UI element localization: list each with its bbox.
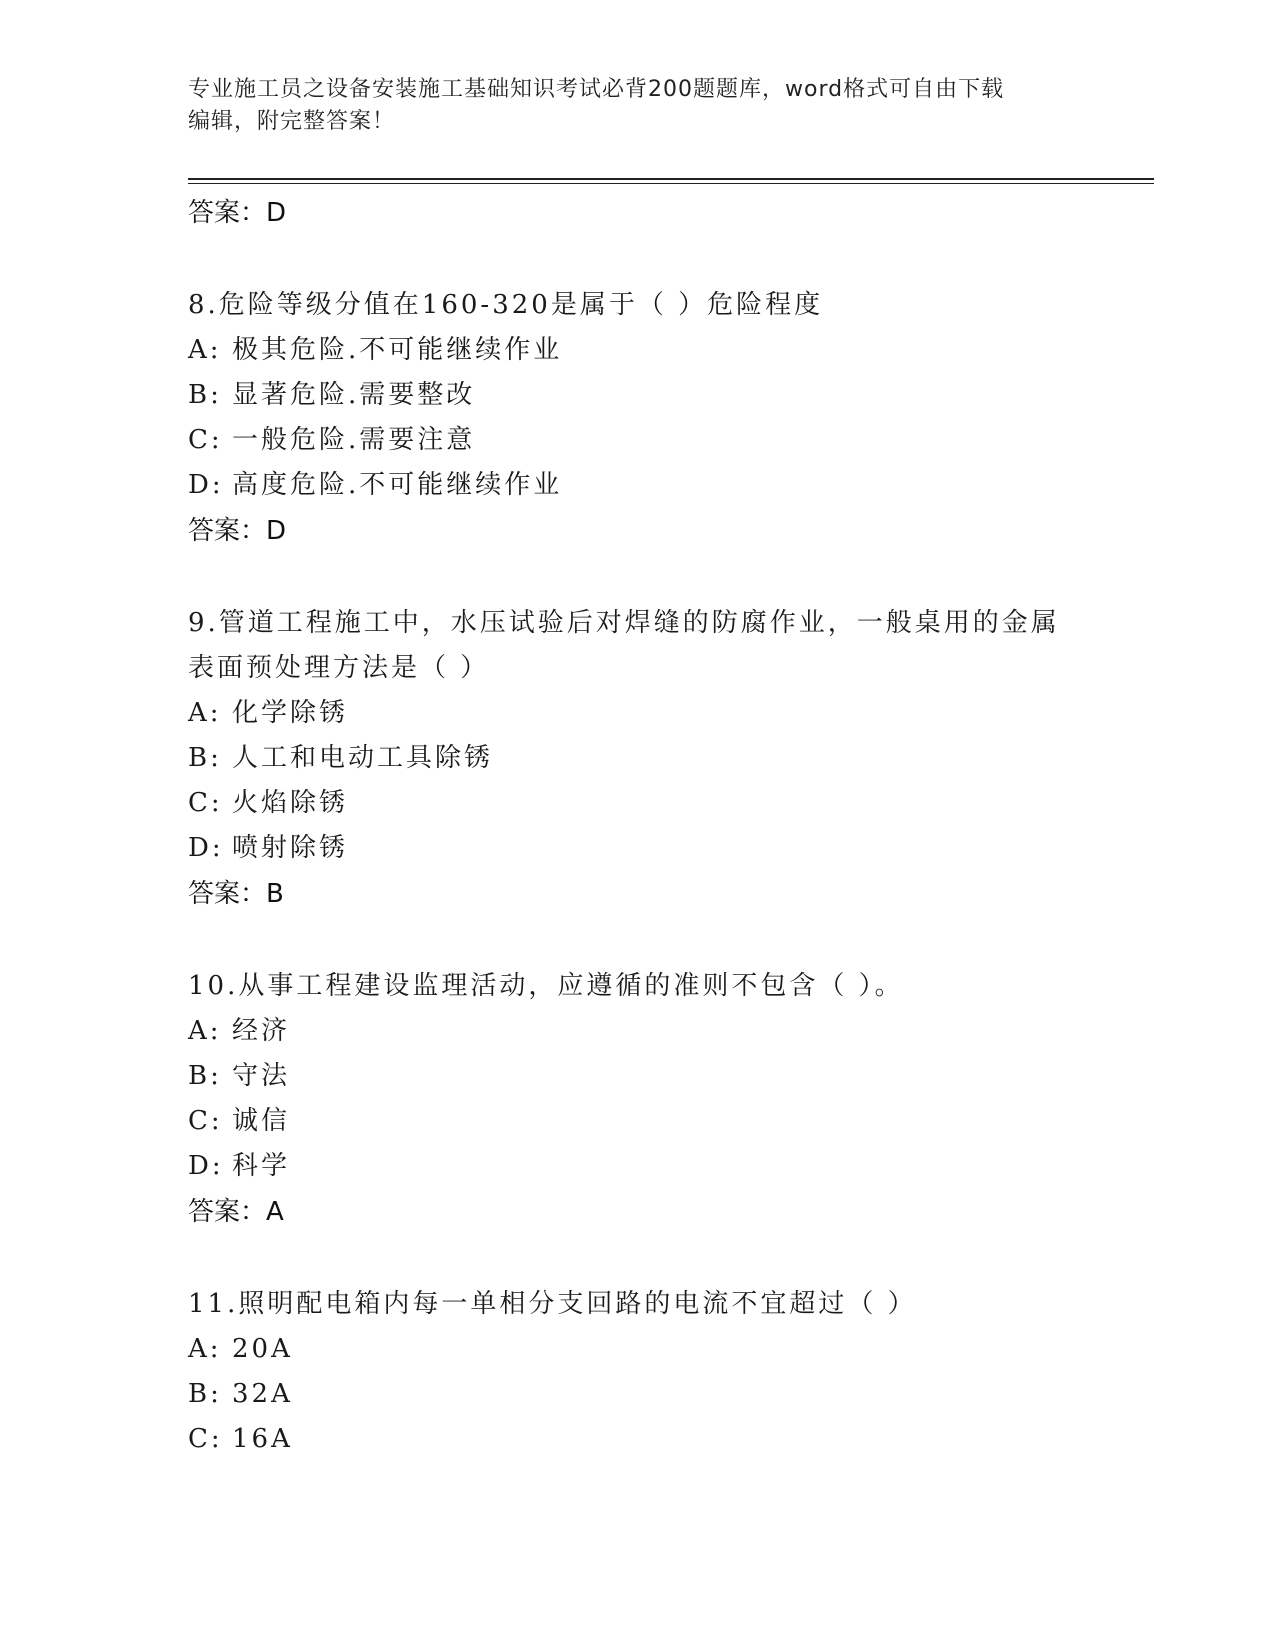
spacer	[188, 236, 1148, 283]
option-text: 喷射除锈	[232, 833, 349, 863]
option-d	[188, 463, 1148, 508]
question-block	[188, 964, 1148, 1235]
option-b	[188, 1054, 1148, 1099]
option-c	[188, 418, 1148, 463]
option-c	[188, 781, 1148, 826]
answer-line: 答案：D	[188, 516, 287, 546]
option-letter: C:	[188, 425, 223, 455]
option-letter: B:	[188, 380, 222, 410]
spacer	[188, 917, 1148, 964]
option-letter: D:	[188, 470, 224, 500]
option-a	[188, 328, 1148, 373]
question-stem-line-1: 9.管道工程施工中，水压试验后对焊缝的防腐作业，一般桌用的金属	[188, 608, 1060, 638]
option-letter: A:	[188, 1016, 222, 1046]
header-line-1: 专业施工员之设备安装施工基础知识考试必背200题题库，word格式可自由下载	[188, 77, 1005, 102]
option-letter: A:	[188, 335, 222, 365]
question-block	[188, 601, 1148, 917]
option-a	[188, 1327, 1148, 1372]
option-b	[188, 736, 1148, 781]
option-letter: C:	[188, 1424, 223, 1454]
option-letter: A:	[188, 1334, 222, 1364]
option-letter: D:	[188, 1151, 224, 1181]
option-letter: A:	[188, 698, 222, 728]
question-list	[188, 190, 1148, 1462]
option-text: 20A	[232, 1334, 293, 1364]
option-text: 显著危险.需要整改	[232, 380, 476, 410]
option-letter: C:	[188, 788, 223, 818]
option-text: 诚信	[232, 1106, 291, 1136]
answer-line: 答案：D	[188, 198, 287, 228]
option-d	[188, 1144, 1148, 1189]
question-stem-line-2: 表面预处理方法是（ ）	[188, 653, 490, 683]
option-letter: C:	[188, 1106, 223, 1136]
option-letter: B:	[188, 1379, 222, 1409]
spacer	[188, 1235, 1148, 1282]
option-a	[188, 1009, 1148, 1054]
option-text: 经济	[232, 1016, 291, 1046]
option-letter: B:	[188, 1061, 222, 1091]
question-block	[188, 283, 1148, 554]
answer-line: 答案：A	[188, 1197, 284, 1227]
answer-line: 答案：B	[188, 879, 284, 909]
document-header	[188, 74, 1088, 138]
option-text: 32A	[232, 1379, 293, 1409]
option-c	[188, 1099, 1148, 1144]
option-text: 一般危险.需要注意	[232, 425, 476, 455]
option-d	[188, 826, 1148, 871]
question-stem: 11.照明配电箱内每一单相分支回路的电流不宜超过（ ）	[188, 1289, 917, 1319]
question-stem: 10.从事工程建设监理活动，应遵循的准则不包含（ ）。	[188, 971, 904, 1001]
question-block	[188, 1282, 1148, 1462]
option-text: 化学除锈	[232, 698, 349, 728]
header-rule-thick	[188, 178, 1154, 180]
option-letter: B:	[188, 743, 222, 773]
option-text: 火焰除锈	[232, 788, 349, 818]
option-text: 人工和电动工具除锈	[232, 743, 494, 773]
option-a	[188, 691, 1148, 736]
option-text: 科学	[232, 1151, 291, 1181]
option-b	[188, 1372, 1148, 1417]
option-text: 守法	[232, 1061, 291, 1091]
option-letter: D:	[188, 833, 224, 863]
question-stem: 8.危险等级分值在160-320是属于（ ）危险程度	[188, 290, 824, 320]
option-text: 16A	[232, 1424, 293, 1454]
option-text: 极其危险.不可能继续作业	[232, 335, 563, 365]
header-line-2: 编辑，附完整答案！	[188, 109, 396, 134]
option-c	[188, 1417, 1148, 1462]
header-rule-thin	[188, 183, 1154, 184]
option-text: 高度危险.不可能继续作业	[232, 470, 563, 500]
option-b	[188, 373, 1148, 418]
spacer	[188, 554, 1148, 601]
